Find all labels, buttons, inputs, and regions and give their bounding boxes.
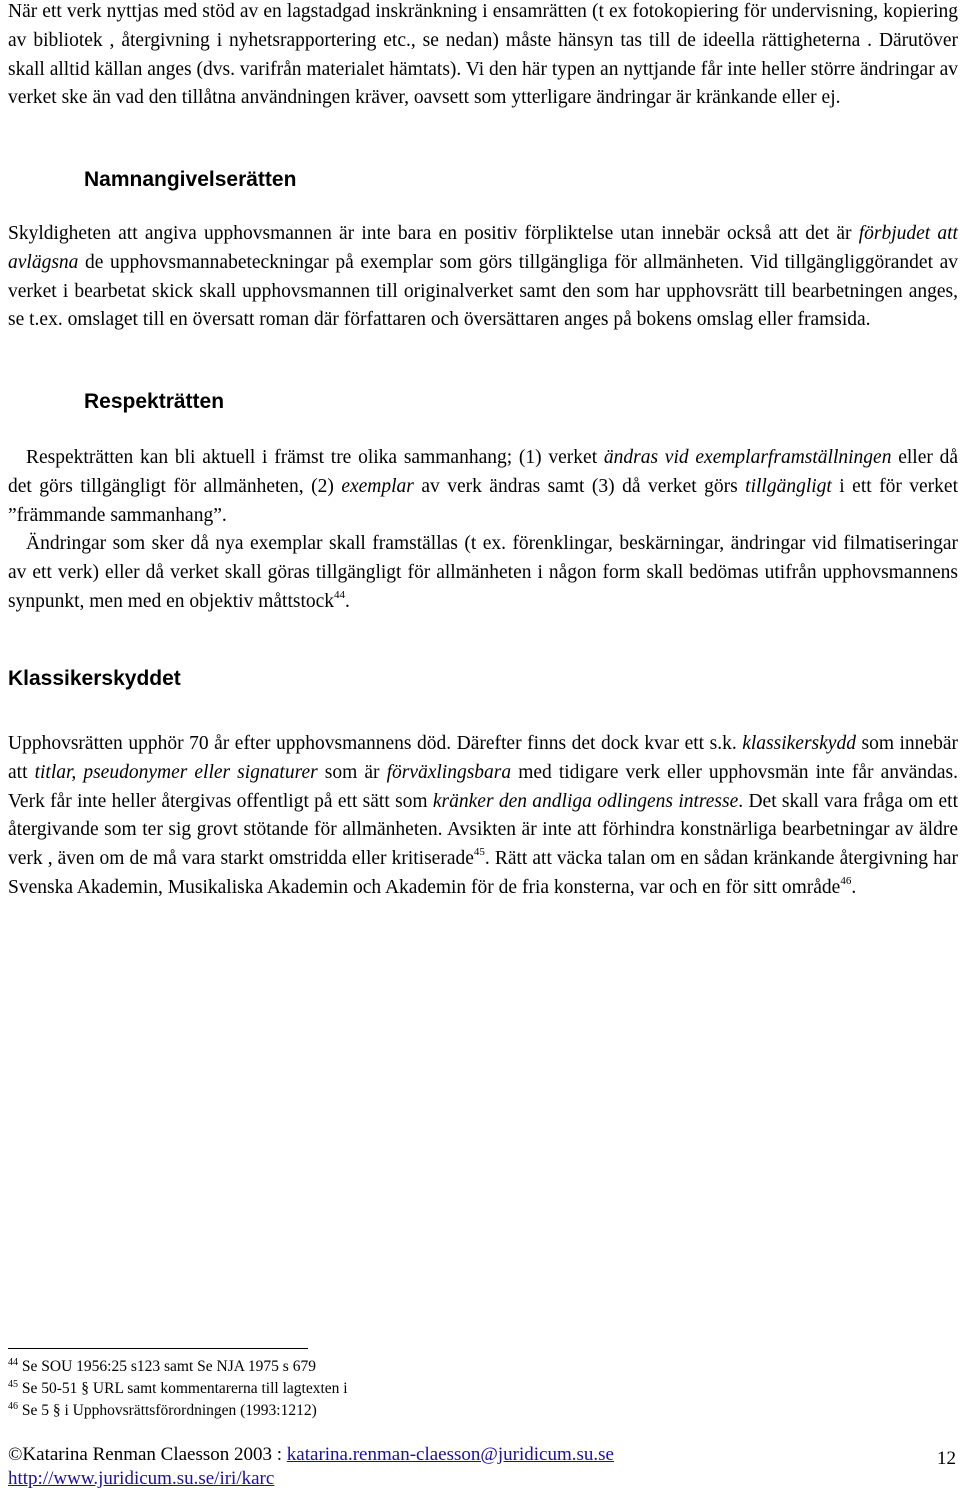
klassiker-italic-4: kränker den andliga odlingens intresse bbox=[432, 790, 739, 812]
klassiker-text-2: som innebär att bbox=[8, 733, 958, 783]
klassiker-italic-2: titlar, pseudonymer eller signaturer bbox=[34, 761, 318, 783]
namn-italic-1: förbjudet att avlägsna bbox=[8, 223, 958, 273]
respekt-paragraph-2 bbox=[8, 530, 958, 616]
footnote-45 bbox=[8, 1379, 348, 1399]
klassiker-italic-1: klassikerskydd bbox=[742, 733, 856, 754]
klassiker-text-5: . Det skall vara fråga om ett återgivande som ter sig grovt stötande för allmänheten. Avsikten är inte att förhindra konstnärliga bearbetningar av äldre verk , även om de må vara starkt omstridda eller kritiserade bbox=[8, 790, 958, 870]
klassiker-paragraph bbox=[8, 730, 958, 903]
respekt-text-4: i ett för verket ”främmande sammanhang”. bbox=[8, 475, 959, 526]
footnote-ref-44[interactable]: 44 bbox=[334, 588, 346, 601]
respekt-italic-1: ändras vid exemplarframställningen bbox=[603, 447, 892, 468]
section-heading-namnangivelse: Namnangivelserätten bbox=[84, 168, 297, 191]
intro-paragraph bbox=[8, 0, 958, 113]
klassiker-text-4: med tidigare verk eller upphovsmän inte får användas. Verk får inte heller återgivas offentligt på ett sätt som bbox=[8, 761, 959, 812]
footnote-ref-46[interactable]: 46 bbox=[840, 874, 852, 887]
intro-text: När ett verk nyttjas med stöd av en lagstadgad inskränkning i ensamrätten (t ex fotokopiering för undervisning, kopiering av bibliotek , återgivning i nyhetsrapportering etc., se nedan) måste hänsyn tas till de ideella rättigheterna . Därutöver skall alltid källan anges (dvs. varifrån materialet hämtats). Vi den här typen an nyttjande får inte heller större ändringar av verket ske än vad den tillåtna användningen kräver, oavsett som ytterligare ändringar är kränkande eller ej. bbox=[8, 1, 958, 109]
namn-paragraph bbox=[8, 220, 958, 335]
respekt-italic-3: tillgängligt bbox=[745, 475, 832, 497]
footnote-44 bbox=[8, 1357, 316, 1377]
footnote-46 bbox=[8, 1401, 317, 1421]
footer-copyright: ©Katarina Renman Claesson 2003 : bbox=[8, 1444, 287, 1465]
klassiker-italic-3: förväxlingsbara bbox=[386, 761, 512, 783]
namn-text-2: de upphovsmannabeteckningar på exemplar som görs tillgängliga för allmänheten. Vid tillgängliggörandet av verket i bearbetat skick skall upphovsmannen till originalverket samt den som har upphovsrätt till bearbetningen anges, se t.ex. omslaget till en översatt roman där författaren och översättaren anges på bokens omslag eller framsida. bbox=[8, 251, 958, 331]
footer-line-2 bbox=[8, 1468, 274, 1490]
respekt-text-2: eller då det görs tillgängligt för allmänheten, (2) bbox=[8, 447, 959, 497]
footer-line-1 bbox=[8, 1444, 614, 1466]
footnote-number: 44 bbox=[8, 1357, 18, 1368]
section-heading-respekt: Respekträtten bbox=[84, 390, 225, 413]
respekt-text-6: . bbox=[345, 590, 350, 612]
footnote-text: Se 5 § i Upphovsrättsförordningen (1993:1212) bbox=[21, 1402, 317, 1419]
footnote-divider bbox=[8, 1348, 308, 1349]
respekt-text-3: av verk ändras samt (3) då verket görs bbox=[413, 475, 746, 497]
klassiker-text-7: . bbox=[851, 876, 857, 898]
footer-email-link[interactable]: katarina.renman-claesson@juridicum.su.se bbox=[286, 1444, 614, 1465]
respekt-italic-2: exemplar bbox=[341, 475, 414, 497]
respekt-text-5: Ändringar som sker då nya exemplar skall framställas (t ex. förenklingar, beskärningar, ändringar vid filmatiseringar av ett verk) eller då verket skall göras tillgängligt för allmänheten i någon form skall bedömas utifrån upphovsmannens synpunkt, men med en objektiv måttstock bbox=[8, 533, 958, 612]
section-heading-klassiker: Klassikerskyddet bbox=[8, 667, 181, 690]
respekt-paragraph-1 bbox=[8, 444, 958, 530]
footnote-number: 46 bbox=[8, 1401, 18, 1412]
page-number: 12 bbox=[937, 1448, 956, 1469]
footnote-text: Se SOU 1956:25 s123 samt Se NJA 1975 s 679 bbox=[21, 1358, 316, 1375]
footnote-number: 45 bbox=[8, 1379, 18, 1390]
footnote-ref-45[interactable]: 45 bbox=[473, 846, 485, 859]
klassiker-text-3: som är bbox=[317, 761, 387, 783]
footnote-text: Se 50-51 § URL samt kommentarerna till lagtexten i bbox=[21, 1380, 348, 1397]
klassiker-text-6: . Rätt att väcka talan om en sådan kränkande återgivning har Svenska Akademin, Musikaliska Akademin och Akademin för de fria konsterna, var och en för sitt område bbox=[8, 848, 958, 898]
namn-text-1: Skyldigheten att angiva upphovsmannen är inte bara en positiv förpliktelse utan innebär också att det är bbox=[8, 223, 859, 244]
respekt-text-1: Respekträtten kan bli aktuell i främst tre olika sammanhang; (1) verket bbox=[26, 447, 604, 468]
klassiker-text-1: Upphovsrätten upphör 70 år efter upphovsmannens död. Därefter finns det dock kvar ett s.k. bbox=[8, 733, 743, 754]
footer-url-link[interactable]: http://www.juridicum.su.se/iri/karc bbox=[8, 1468, 275, 1489]
